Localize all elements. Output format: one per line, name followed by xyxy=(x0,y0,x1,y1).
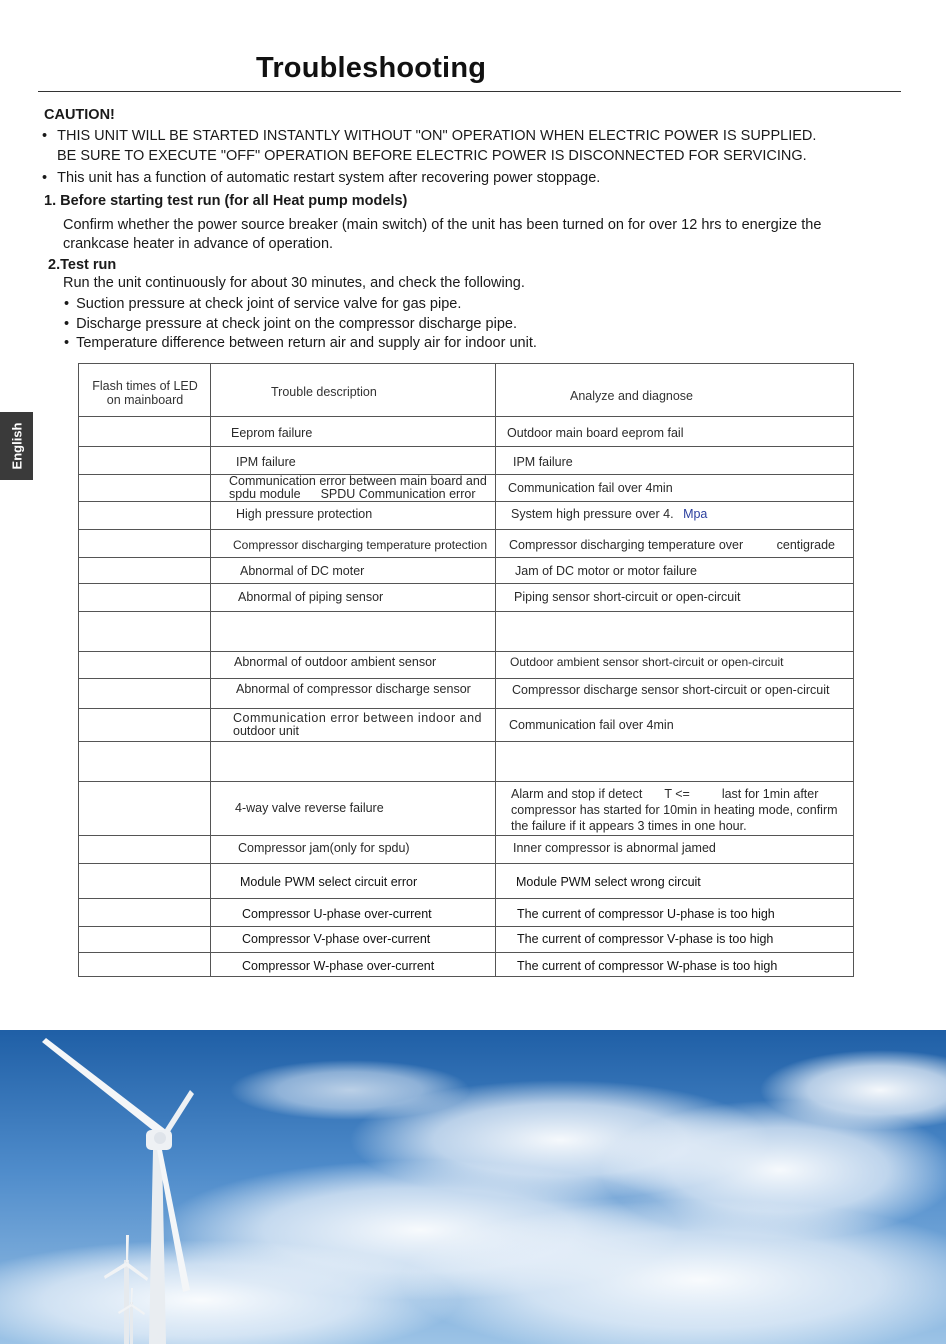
table-row-trouble: IPM failure xyxy=(236,455,296,469)
table-border xyxy=(78,363,79,977)
check-item: • Suction pressure at check joint of service valve for gas pipe. xyxy=(64,296,462,312)
table-row-diagnose: Inner compressor is abnormal jamed xyxy=(513,841,716,855)
header-analyze-diagnose: Analyze and diagnose xyxy=(570,389,694,403)
table-row-diagnose: The current of compressor U-phase is too high xyxy=(517,907,775,921)
table-border xyxy=(495,363,496,977)
bullet-icon: • xyxy=(64,335,70,351)
table-row-diagnose: System high pressure over 4. Mpa xyxy=(511,507,708,521)
table-row-trouble: Compressor discharging temperature protection xyxy=(233,538,488,552)
table-border xyxy=(78,529,854,530)
table-border xyxy=(78,898,854,899)
header-trouble-description: Trouble description xyxy=(271,385,377,399)
table-border xyxy=(78,926,854,927)
bullet-icon: • xyxy=(42,170,48,186)
caution-bullet-2: • This unit has a function of automatic restart system after recovering power stoppage. xyxy=(42,170,601,186)
pressure-unit: Mpa xyxy=(683,507,708,521)
table-border xyxy=(78,781,854,782)
table-row-diagnose: IPM failure xyxy=(513,455,573,469)
table-row-diagnose: Compressor discharge sensor short-circuit or open-circuit xyxy=(512,683,830,697)
table-border xyxy=(78,557,854,558)
table-row-diagnose: The current of compressor W-phase is too high xyxy=(517,959,778,973)
table-border xyxy=(78,952,854,953)
table-row-trouble: Compressor W-phase over-current xyxy=(242,959,435,973)
table-border xyxy=(78,835,854,836)
table-row-diagnose: Outdoor main board eeprom fail xyxy=(507,426,684,440)
table-border xyxy=(78,583,854,584)
table-row-diagnose: Compressor discharging temperature over centigrade xyxy=(509,538,835,552)
table-row-diagnose: Piping sensor short-circuit or open-circuit xyxy=(514,590,741,604)
title-divider xyxy=(38,91,901,92)
table-row-trouble: Abnormal of outdoor ambient sensor xyxy=(234,655,437,669)
wind-turbine-photo xyxy=(0,1030,946,1344)
table-row-trouble: Abnormal of DC moter xyxy=(240,564,365,578)
language-tab-label: English xyxy=(9,422,24,470)
table-border xyxy=(78,678,854,679)
table-row-diagnose: Jam of DC motor or motor failure xyxy=(515,564,697,578)
table-border xyxy=(78,741,854,742)
temperature-unit: centigrade xyxy=(776,538,835,552)
table-row-diagnose: The current of compressor V-phase is too high xyxy=(517,932,774,946)
caution-bullet-1-line1: THIS UNIT WILL BE STARTED INSTANTLY WITHOUT "ON" OPERATION WHEN ELECTRIC POWER IS SUPPLIED. xyxy=(57,128,817,144)
table-row-trouble: Communication error between main board and spdu module SPDU Communication error xyxy=(229,474,487,501)
table-row-trouble: 4-way valve reverse failure xyxy=(235,801,384,815)
caution-heading: CAUTION! xyxy=(44,107,115,123)
table-row-diagnose: Alarm and stop if detect T <= last for 1min after compressor has started for 10min in heating mode, confirm the failure if it appears 3 times in one hour. xyxy=(511,787,838,833)
table-row-diagnose: Communication fail over 4min xyxy=(508,481,673,495)
table-row-diagnose: Outdoor ambient sensor short-circuit or open-circuit xyxy=(510,655,784,669)
table-row-diagnose: Module PWM select wrong circuit xyxy=(516,875,701,889)
table-row-trouble: Eeprom failure xyxy=(231,426,313,440)
bullet-icon: • xyxy=(42,128,48,144)
caution-bullet-1-line2: BE SURE TO EXECUTE "OFF" OPERATION BEFORE ELECTRIC POWER IS DISCONNECTED FOR SERVICING. xyxy=(57,148,807,164)
table-border xyxy=(78,363,854,364)
table-row-trouble: Compressor V-phase over-current xyxy=(242,932,431,946)
table-border xyxy=(78,501,854,502)
section2-intro: Run the unit continuously for about 30 minutes, and check the following. xyxy=(63,275,525,291)
table-border xyxy=(78,416,854,417)
page-title: Troubleshooting xyxy=(256,52,487,84)
table-border xyxy=(853,363,854,977)
header-flash-times: Flash times of LED on mainboard xyxy=(92,379,198,407)
caution-bullet-1 xyxy=(42,127,816,146)
language-tab xyxy=(0,412,33,480)
bullet-icon: • xyxy=(64,296,70,312)
section2-heading: 2.Test run xyxy=(48,257,117,273)
bullet-icon: • xyxy=(64,316,70,332)
check-item: • Temperature difference between return air and supply air for indoor unit. xyxy=(64,335,537,351)
table-row-trouble: Module PWM select circuit error xyxy=(240,875,418,889)
troubleshooting-table xyxy=(78,363,854,977)
table-border xyxy=(78,976,854,977)
table-row-trouble: Compressor jam(only for spdu) xyxy=(238,841,410,855)
table-border xyxy=(78,611,854,612)
table-border xyxy=(78,651,854,652)
section1-heading: 1. Before starting test run (for all Heat pump models) xyxy=(44,193,408,209)
table-border xyxy=(78,446,854,447)
table-row-trouble: Compressor U-phase over-current xyxy=(242,907,432,921)
table-border xyxy=(78,708,854,709)
table-border xyxy=(78,863,854,864)
section1-line1: Confirm whether the power source breaker (main switch) of the unit has been turned on for over 12 hrs to energize the xyxy=(63,217,822,233)
check-item: • Discharge pressure at check joint on the compressor discharge pipe. xyxy=(64,316,517,332)
table-row-trouble: Abnormal of compressor discharge sensor xyxy=(236,682,471,696)
table-row-diagnose: Communication fail over 4min xyxy=(509,718,674,732)
table-row-trouble: High pressure protection xyxy=(236,507,373,521)
table-row-trouble: Abnormal of piping sensor xyxy=(238,590,384,604)
table-border xyxy=(210,363,211,977)
table-row-trouble: Communication error between indoor and outdoor unit xyxy=(233,711,482,738)
section1-line2: crankcase heater in advance of operation. xyxy=(63,236,334,252)
